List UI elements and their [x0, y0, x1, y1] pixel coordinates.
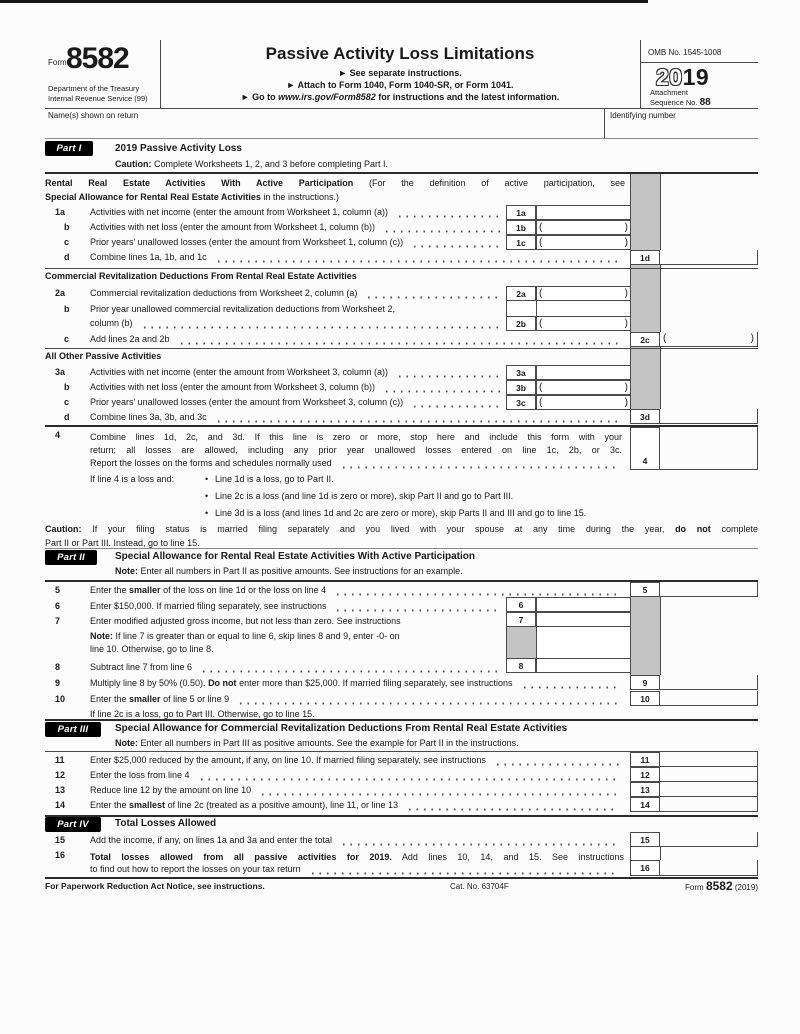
line-2a-entry[interactable]	[536, 286, 631, 301]
line-text: Activities with net loss (enter the amount from Worksheet 1, column (b))	[90, 222, 375, 232]
goto-prefix: ► Go to	[240, 92, 279, 102]
bullet-text: Line 1d is a loss, go to Part II.	[215, 474, 334, 484]
rental-header-text2: in the instructions.)	[260, 192, 339, 202]
line-4-text-3	[90, 456, 624, 471]
line-11-label-box: 11	[630, 752, 660, 767]
footer-form-id	[560, 879, 758, 893]
line-3a-label-box: 3a	[506, 365, 536, 380]
part2-note	[115, 566, 463, 576]
agency-line1: Department of the Treasury	[48, 84, 140, 93]
line-text: Reduce line 12 by the amount on line 10	[90, 785, 252, 795]
line-text: Add lines 10, 14, and 15. See instructions	[391, 852, 624, 862]
line-1b-entry[interactable]	[536, 220, 631, 235]
name-id-divider	[604, 108, 605, 138]
line-text: Combine lines 1a, 1b, and 1c	[90, 252, 207, 262]
line-3b-entry[interactable]	[536, 380, 631, 395]
bullet-icon: •	[205, 508, 209, 518]
dot-leader	[394, 365, 501, 380]
line-6-row	[45, 599, 506, 614]
line-text: Enter the smallest of line 2c (treated as a positive amount), line 11, or line 13	[90, 800, 399, 810]
line-number: 11	[55, 755, 65, 765]
line-2b-row-2	[45, 316, 506, 331]
sequence-text: Sequence No.	[650, 98, 700, 107]
if4-bullet-1	[205, 472, 334, 486]
line-text: Combine lines 3a, 3b, and 3c	[90, 412, 207, 422]
part4-title: Total Losses Allowed	[115, 818, 217, 829]
paren-open: (	[539, 382, 543, 393]
line-2c-label-box: 2c	[630, 332, 660, 347]
line-text: Report the losses on the forms and schedules normally used	[90, 458, 332, 468]
shaded-column	[630, 347, 661, 409]
instruction-line-2: ► Attach to Form 1040, Form 1040-SR, or Form 1041.	[286, 80, 514, 90]
line-10-label-box: 10	[630, 691, 660, 706]
line-number: c	[64, 334, 70, 344]
paren-open: (	[539, 237, 543, 248]
line-5-label-box: 5	[630, 582, 660, 597]
other-passive-section-header: All Other Passive Activities	[45, 351, 162, 361]
line-4-text-1: Combine lines 1d, 2c, and 3d. If this line is zero or more, stop here and include this form with your	[90, 432, 622, 442]
line-text: Commercial revitalization deductions from Worksheet 2, column (a)	[90, 288, 358, 298]
line-2a-label-box: 2a	[506, 286, 536, 301]
name-row-rule	[45, 138, 758, 139]
dot-leader	[381, 380, 501, 395]
part4-badge: Part IV	[45, 817, 101, 832]
line-10-entry[interactable]	[660, 691, 758, 706]
form-number: 8582	[66, 42, 129, 75]
footer-form-number: 8582	[705, 879, 733, 893]
shaded-column	[630, 265, 661, 332]
dot-leader	[381, 220, 501, 235]
line-3a-row	[45, 365, 506, 380]
line-1d-row	[45, 250, 624, 265]
note-text: Enter all numbers in Part III as positive amounts. See the example for Part II in the instructions.	[138, 738, 519, 748]
line-text: to find out how to report the losses on your tax return	[90, 864, 301, 874]
line-12-row	[45, 768, 624, 783]
line-5-entry[interactable]	[660, 582, 758, 597]
dot-leader	[394, 205, 501, 220]
line-number: d	[64, 252, 70, 262]
line-13-label-box: 13	[630, 782, 660, 797]
sequence-number: 88	[699, 97, 711, 108]
line-number	[45, 316, 90, 331]
line-14-label-box: 14	[630, 797, 660, 812]
identifying-number-input[interactable]	[610, 121, 758, 137]
line-6-label-box: 6	[506, 597, 536, 612]
part3-badge: Part III	[45, 722, 101, 737]
line-1a-label-box: 1a	[506, 205, 536, 220]
line-number: 7	[55, 616, 61, 626]
line-3d-row	[45, 410, 624, 425]
line-2c-entry[interactable]	[660, 332, 758, 347]
paren-open: (	[539, 318, 543, 329]
dot-leader	[235, 692, 619, 707]
if4-label: If line 4 is a loss and:	[90, 474, 175, 484]
dot-leader	[139, 316, 501, 331]
note-label: Note:	[115, 738, 138, 748]
line-10-row	[45, 692, 624, 707]
line-7-note	[90, 629, 494, 643]
tax-year	[656, 64, 709, 91]
paperwork-notice: For Paperwork Reduction Act Notice, see instructions.	[45, 881, 265, 891]
paren-close: )	[624, 237, 628, 248]
if4-bullet-2	[205, 489, 513, 503]
bullet-icon: •	[205, 474, 209, 484]
caution-label: Caution:	[115, 159, 152, 169]
part1-title: 2019 Passive Activity Loss	[115, 143, 242, 154]
line-number: d	[64, 412, 70, 422]
if4-bullet-3	[205, 506, 586, 520]
paren-close: )	[624, 222, 628, 233]
caution-text: If your filing status is married filing separately and you lived with your spouse at any time during the year,	[81, 524, 676, 534]
line-number: 1a	[55, 207, 66, 217]
bullet-text: Line 2c is a loss (and line 1d is zero or more), skip Part II and go to Part III.	[215, 491, 514, 501]
rental-section-header-line2	[45, 190, 339, 204]
line-2b-label-box: 2b	[506, 316, 536, 331]
footer-form-word: Form	[685, 883, 706, 892]
note-label: Note:	[115, 566, 138, 576]
line-number: 8	[55, 662, 61, 672]
caution-text: complete	[710, 524, 758, 534]
line-7-row	[45, 614, 506, 629]
line-3c-entry[interactable]	[536, 395, 631, 410]
line-text: column (b)	[90, 318, 133, 328]
line-text: Activities with net loss (enter the amount from Worksheet 3, column (b))	[90, 382, 375, 392]
line-text: Activities with net income (enter the amount from Worksheet 3, column (a))	[90, 367, 388, 377]
line-9-entry[interactable]	[660, 675, 758, 690]
line-2b-row-1	[45, 302, 506, 317]
paren-close: )	[624, 382, 628, 393]
paren-close: )	[624, 397, 628, 408]
line-13-row	[45, 783, 624, 798]
line-text: Subtract line 7 from line 6	[90, 662, 193, 672]
line-1a-row	[45, 205, 506, 220]
entry-column-gap	[536, 301, 631, 316]
part2-badge: Part II	[45, 550, 97, 565]
line-number: 5	[55, 585, 61, 595]
line-15-row	[45, 833, 624, 848]
header-bottom-rule	[45, 108, 758, 109]
bullet-icon: •	[205, 491, 209, 501]
line-text: Prior years’ unallowed losses (enter the amount from Worksheet 3, column (c))	[90, 397, 404, 407]
instruction-line-3	[160, 92, 640, 102]
line-6-entry[interactable]	[536, 597, 631, 612]
line-number: 12	[55, 770, 66, 780]
line-3b-row	[45, 380, 506, 395]
line-1c-label-box: 1c	[506, 235, 536, 250]
bullet-text: Line 3d is a loss (and lines 1d and 2c are zero or more), skip Parts II and III and go to line 15.	[215, 508, 587, 518]
shaded-column	[630, 174, 661, 250]
scan-edge-line	[0, 0, 648, 3]
dot-leader	[338, 833, 619, 848]
instruction-line-1: ► See separate instructions.	[338, 68, 462, 78]
line-1d-label-box: 1d	[630, 250, 660, 265]
rental-header-bold2: Special Allowance for Rental Real Estate Activities	[45, 192, 261, 202]
dot-leader	[213, 250, 619, 265]
dot-leader	[332, 599, 501, 614]
paren-open: (	[663, 333, 667, 344]
line-text: Prior years’ unallowed losses (enter the amount from Worksheet 1, column (c))	[90, 237, 404, 247]
note-text: If line 7 is greater than or equal to line 6, skip lines 8 and 9, enter -0- on	[113, 631, 400, 641]
line-7-entry[interactable]	[536, 612, 631, 627]
line-text: Multiply line 8 by 50% (0.50). Do not enter more than $25,000. If married filing separately, see instructions	[90, 678, 513, 688]
name-label: Name(s) shown on return	[48, 111, 139, 120]
line-3a-entry[interactable]	[536, 365, 631, 380]
form-title: Passive Activity Loss Limitations	[265, 44, 535, 63]
line-16-text-2	[90, 862, 624, 877]
paren-open: (	[539, 288, 543, 299]
line-9-row	[45, 676, 624, 691]
line-9-label-box: 9	[630, 675, 660, 690]
shaded-column	[630, 597, 661, 675]
line-8-label-box: 8	[506, 658, 536, 673]
dot-leader	[409, 395, 501, 410]
line-text: Enter $150,000. If married filing separately, see instructions	[90, 601, 327, 611]
dot-leader	[492, 753, 619, 768]
part1-caution2-line2: Part II or Part III. Instead, go to line 15.	[45, 538, 200, 548]
line-16-label-box: 16	[630, 860, 660, 876]
line-number: 4	[55, 430, 61, 440]
part1-badge: Part I	[45, 141, 93, 156]
line-number: 10	[55, 694, 66, 704]
label-column-gap-shaded	[506, 627, 537, 659]
dot-leader	[519, 676, 619, 691]
line-14-row	[45, 798, 624, 813]
part1-caution2-line1	[45, 522, 758, 536]
line-3d-label-box: 3d	[630, 409, 660, 424]
paren-open: (	[539, 222, 543, 233]
line-7-note-2: line 10. Otherwise, go to line 8.	[90, 644, 214, 654]
line-4-entry[interactable]	[660, 427, 758, 470]
goto-suffix: for instructions and the latest information.	[375, 92, 560, 102]
rental-section-header-line1	[45, 176, 625, 190]
section-rule	[45, 348, 758, 349]
line-1b-row	[45, 220, 506, 235]
line-8-entry[interactable]	[536, 658, 631, 673]
line-2b-entry[interactable]	[536, 316, 631, 331]
line-text: Add lines 2a and 2b	[90, 334, 170, 344]
part1-caution	[115, 159, 388, 169]
rental-header-bold: Rental Real Estate Activities With Active Participation	[45, 178, 354, 188]
line-12-label-box: 12	[630, 767, 660, 782]
note-text: Enter all numbers in Part II as positive amounts. See instructions for an example.	[138, 566, 463, 576]
caution-label: Caution:	[45, 524, 82, 534]
year-outline: 20	[656, 64, 683, 90]
line-text-bold: Total losses allowed from all passive activities for 2019.	[90, 852, 392, 862]
attachment-label: Attachment	[650, 88, 688, 97]
line-text: Enter $25,000 reduced by the amount, if any, on line 10. If married filing separately, see instructions	[90, 755, 486, 765]
line-5-row	[45, 583, 624, 598]
form-word-label: Form	[48, 58, 67, 67]
line-3d-entry[interactable]	[660, 409, 758, 424]
part2-title: Special Allowance for Rental Real Estate Activities With Active Participation	[115, 551, 476, 562]
caution-text: Complete Worksheets 1, 2, and 3 before completing Part I.	[151, 159, 388, 169]
dot-leader	[363, 286, 501, 301]
line-text: Enter modified adjusted gross income, but not less than zero. See instructions	[90, 616, 401, 626]
dot-leader	[196, 768, 619, 783]
line-text: Enter the smaller of the loss on line 1d or the loss on line 4	[90, 585, 327, 595]
line-8-row	[45, 660, 506, 675]
dot-leader	[257, 783, 619, 798]
line-number: 14	[55, 800, 66, 810]
line-4-text-2: return; all losses are allowed, including any prior year unallowed losses entered on line 1c, 2b, or 3c.	[90, 445, 622, 455]
paren-close: )	[624, 318, 628, 329]
paren-close: )	[624, 288, 628, 299]
caution-bold: do not	[675, 524, 711, 534]
dot-leader	[307, 862, 619, 877]
line-text: Activities with net income (enter the amount from Worksheet 1, column (a))	[90, 207, 388, 217]
line-number: b	[64, 304, 70, 314]
line-number: b	[64, 382, 70, 392]
label-column-gap	[506, 301, 537, 316]
part4-top-rule	[45, 815, 758, 817]
catalog-number: Cat. No. 63704F	[450, 882, 509, 891]
line-7-label-box: 7	[506, 612, 536, 627]
rental-header-text: (For the definition of active participation, see	[353, 178, 625, 188]
part3-title: Special Allowance for Commercial Revitalization Deductions From Rental Real Estate Activities	[115, 723, 568, 734]
line-number: c	[64, 237, 70, 247]
line-number: 9	[55, 678, 61, 688]
line-1c-row	[45, 235, 506, 250]
identifying-number-label: Identifying number	[610, 111, 676, 120]
line-number: 2a	[55, 288, 66, 298]
line-15-entry[interactable]	[660, 832, 758, 847]
line-text: Prior year unallowed commercial revitalization deductions from Worksheet 2,	[90, 304, 395, 314]
line-13-entry[interactable]	[660, 782, 758, 797]
dot-leader	[332, 583, 619, 598]
dot-leader	[176, 332, 619, 347]
line-11-entry[interactable]	[660, 752, 758, 767]
line-15-label-box: 15	[630, 832, 660, 847]
line-3b-label-box: 3b	[506, 380, 536, 395]
line-1d-entry[interactable]	[660, 250, 758, 265]
year-solid: 19	[682, 64, 710, 90]
section-rule	[45, 268, 758, 269]
dot-leader	[338, 456, 619, 471]
irs-url[interactable]: www.irs.gov/Form8582	[278, 92, 376, 102]
line-number: 15	[55, 835, 66, 845]
line-text: Add the income, if any, on lines 1a and 3a and enter the total	[90, 835, 332, 845]
part3-note	[115, 738, 519, 748]
part2-trailer: If line 2c is a loss, go to Part III. Otherwise, go to line 15.	[90, 709, 315, 719]
line-3c-label-box: 3c	[506, 395, 536, 410]
label-column-gap	[630, 847, 661, 860]
name-input[interactable]	[48, 121, 598, 137]
omb-number: OMB No. 1545-1008	[648, 48, 722, 57]
part2-pre-rule	[45, 548, 758, 549]
omb-rule	[640, 62, 758, 63]
line-14-entry[interactable]	[660, 797, 758, 812]
line-1a-entry[interactable]	[536, 205, 631, 220]
line-text: Enter the loss from line 4	[90, 770, 190, 780]
line-number: 6	[55, 601, 61, 611]
sequence-label	[650, 97, 711, 108]
line-number: 3a	[55, 367, 66, 377]
paren-close: )	[750, 333, 754, 344]
line-4-label-box: 4	[630, 427, 660, 470]
part3-top-rule	[45, 719, 758, 721]
paren-open: (	[539, 397, 543, 408]
commercial-section-header: Commercial Revitalization Deductions From Rental Real Estate Activities	[45, 271, 357, 281]
line-3c-row	[45, 395, 506, 410]
line-1c-entry[interactable]	[536, 235, 631, 250]
dot-leader	[409, 235, 501, 250]
dot-leader	[198, 660, 501, 675]
note-label: Note:	[90, 631, 113, 641]
line-number: 13	[55, 785, 66, 795]
line-text: Enter the smaller of line 5 or line 9	[90, 694, 230, 704]
line-16-entry[interactable]	[660, 860, 758, 876]
dot-leader	[404, 798, 619, 813]
line-number: c	[64, 397, 70, 407]
line-12-entry[interactable]	[660, 767, 758, 782]
line-number: 16	[55, 850, 66, 860]
line-2c-row	[45, 332, 624, 347]
footer-form-year: (2019)	[732, 883, 758, 892]
agency-line2: Internal Revenue Service (99)	[48, 94, 148, 103]
line-number: b	[64, 222, 70, 232]
header-divider-right	[640, 40, 641, 108]
entry-column-gap	[536, 627, 631, 659]
line-1b-label-box: 1b	[506, 220, 536, 235]
line-11-row	[45, 753, 624, 768]
dot-leader	[213, 410, 619, 425]
line-2a-row	[45, 286, 506, 301]
